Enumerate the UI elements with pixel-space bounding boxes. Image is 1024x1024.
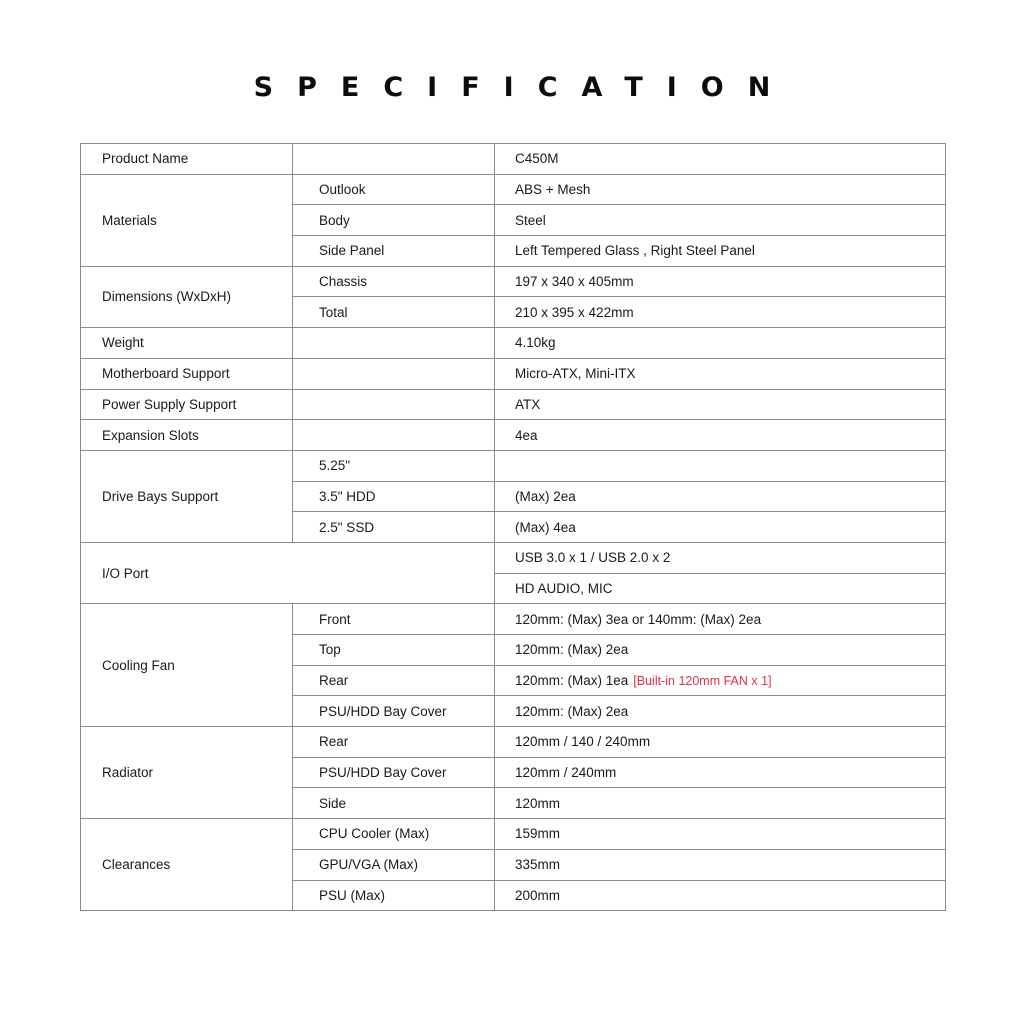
row-label: Power Supply Support bbox=[81, 389, 293, 420]
table-row bbox=[81, 144, 946, 175]
row-value: 120mm: (Max) 2ea bbox=[495, 696, 946, 727]
row-label: Weight bbox=[81, 328, 293, 359]
row-label: Drive Bays Support bbox=[81, 450, 293, 542]
sub-label: 3.5" HDD bbox=[293, 481, 495, 512]
row-value: HD AUDIO, MIC bbox=[495, 573, 946, 604]
sub-label: Total bbox=[293, 297, 495, 328]
table-row bbox=[81, 604, 946, 635]
row-label: Motherboard Support bbox=[81, 358, 293, 389]
row-value: 120mm / 240mm bbox=[495, 757, 946, 788]
sub-label-empty bbox=[293, 389, 495, 420]
table-row bbox=[81, 727, 946, 758]
row-label: Clearances bbox=[81, 819, 293, 911]
row-value: 120mm: (Max) 2ea bbox=[495, 635, 946, 666]
sub-label: Rear bbox=[293, 727, 495, 758]
row-value: ATX bbox=[495, 389, 946, 420]
row-value: 120mm bbox=[495, 788, 946, 819]
row-value: Left Tempered Glass , Right Steel Panel bbox=[495, 236, 946, 267]
sub-label: Front bbox=[293, 604, 495, 635]
sub-label: Body bbox=[293, 205, 495, 236]
row-value: 335mm bbox=[495, 849, 946, 880]
row-label: I/O Port bbox=[81, 542, 495, 603]
sub-label: PSU/HDD Bay Cover bbox=[293, 696, 495, 727]
sub-label: Chassis bbox=[293, 266, 495, 297]
row-label: Radiator bbox=[81, 727, 293, 819]
sub-label: 5.25" bbox=[293, 450, 495, 481]
row-value: 200mm bbox=[495, 880, 946, 911]
table-row bbox=[81, 328, 946, 359]
row-value: 159mm bbox=[495, 819, 946, 850]
row-value: Steel bbox=[495, 205, 946, 236]
row-value: 197 x 340 x 405mm bbox=[495, 266, 946, 297]
row-label: Dimensions (WxDxH) bbox=[81, 266, 293, 327]
spec-table bbox=[80, 143, 946, 911]
sub-label: Outlook bbox=[293, 174, 495, 205]
table-row bbox=[81, 450, 946, 481]
sub-label: PSU/HDD Bay Cover bbox=[293, 757, 495, 788]
table-row bbox=[81, 358, 946, 389]
sub-label: 2.5" SSD bbox=[293, 512, 495, 543]
row-value bbox=[495, 450, 946, 481]
built-in-fan-note: [Built-in 120mm FAN x 1] bbox=[633, 674, 772, 689]
sub-label: Top bbox=[293, 635, 495, 666]
row-value: (Max) 4ea bbox=[495, 512, 946, 543]
table-row bbox=[81, 542, 946, 573]
table-row bbox=[81, 819, 946, 850]
table-row bbox=[81, 420, 946, 451]
row-value: ABS + Mesh bbox=[495, 174, 946, 205]
row-value: Micro-ATX, Mini-ITX bbox=[495, 358, 946, 389]
table-row bbox=[81, 389, 946, 420]
sub-label-empty bbox=[293, 358, 495, 389]
row-label: Cooling Fan bbox=[81, 604, 293, 727]
table-row bbox=[81, 266, 946, 297]
row-value: 120mm / 140 / 240mm bbox=[495, 727, 946, 758]
row-value: 4ea bbox=[495, 420, 946, 451]
row-label: Product Name bbox=[81, 144, 293, 175]
row-value: 210 x 395 x 422mm bbox=[495, 297, 946, 328]
sub-label-empty bbox=[293, 420, 495, 451]
row-value: C450M bbox=[495, 144, 946, 175]
sub-label: PSU (Max) bbox=[293, 880, 495, 911]
row-value: USB 3.0 x 1 / USB 2.0 x 2 bbox=[495, 542, 946, 573]
row-value-with-note bbox=[495, 665, 946, 696]
row-value: (Max) 2ea bbox=[495, 481, 946, 512]
table-row bbox=[81, 174, 946, 205]
sub-label: Rear bbox=[293, 665, 495, 696]
sub-label: GPU/VGA (Max) bbox=[293, 849, 495, 880]
row-label: Materials bbox=[81, 174, 293, 266]
sub-label-empty bbox=[293, 144, 495, 175]
page-title: SPECIFICATION bbox=[253, 72, 795, 103]
sub-label: Side Panel bbox=[293, 236, 495, 267]
sub-label: Side bbox=[293, 788, 495, 819]
sub-label-empty bbox=[293, 328, 495, 359]
row-label: Expansion Slots bbox=[81, 420, 293, 451]
sub-label: CPU Cooler (Max) bbox=[293, 819, 495, 850]
row-value: 120mm: (Max) 3ea or 140mm: (Max) 2ea bbox=[495, 604, 946, 635]
row-value: 4.10kg bbox=[495, 328, 946, 359]
row-value: 120mm: (Max) 1ea bbox=[515, 673, 629, 689]
